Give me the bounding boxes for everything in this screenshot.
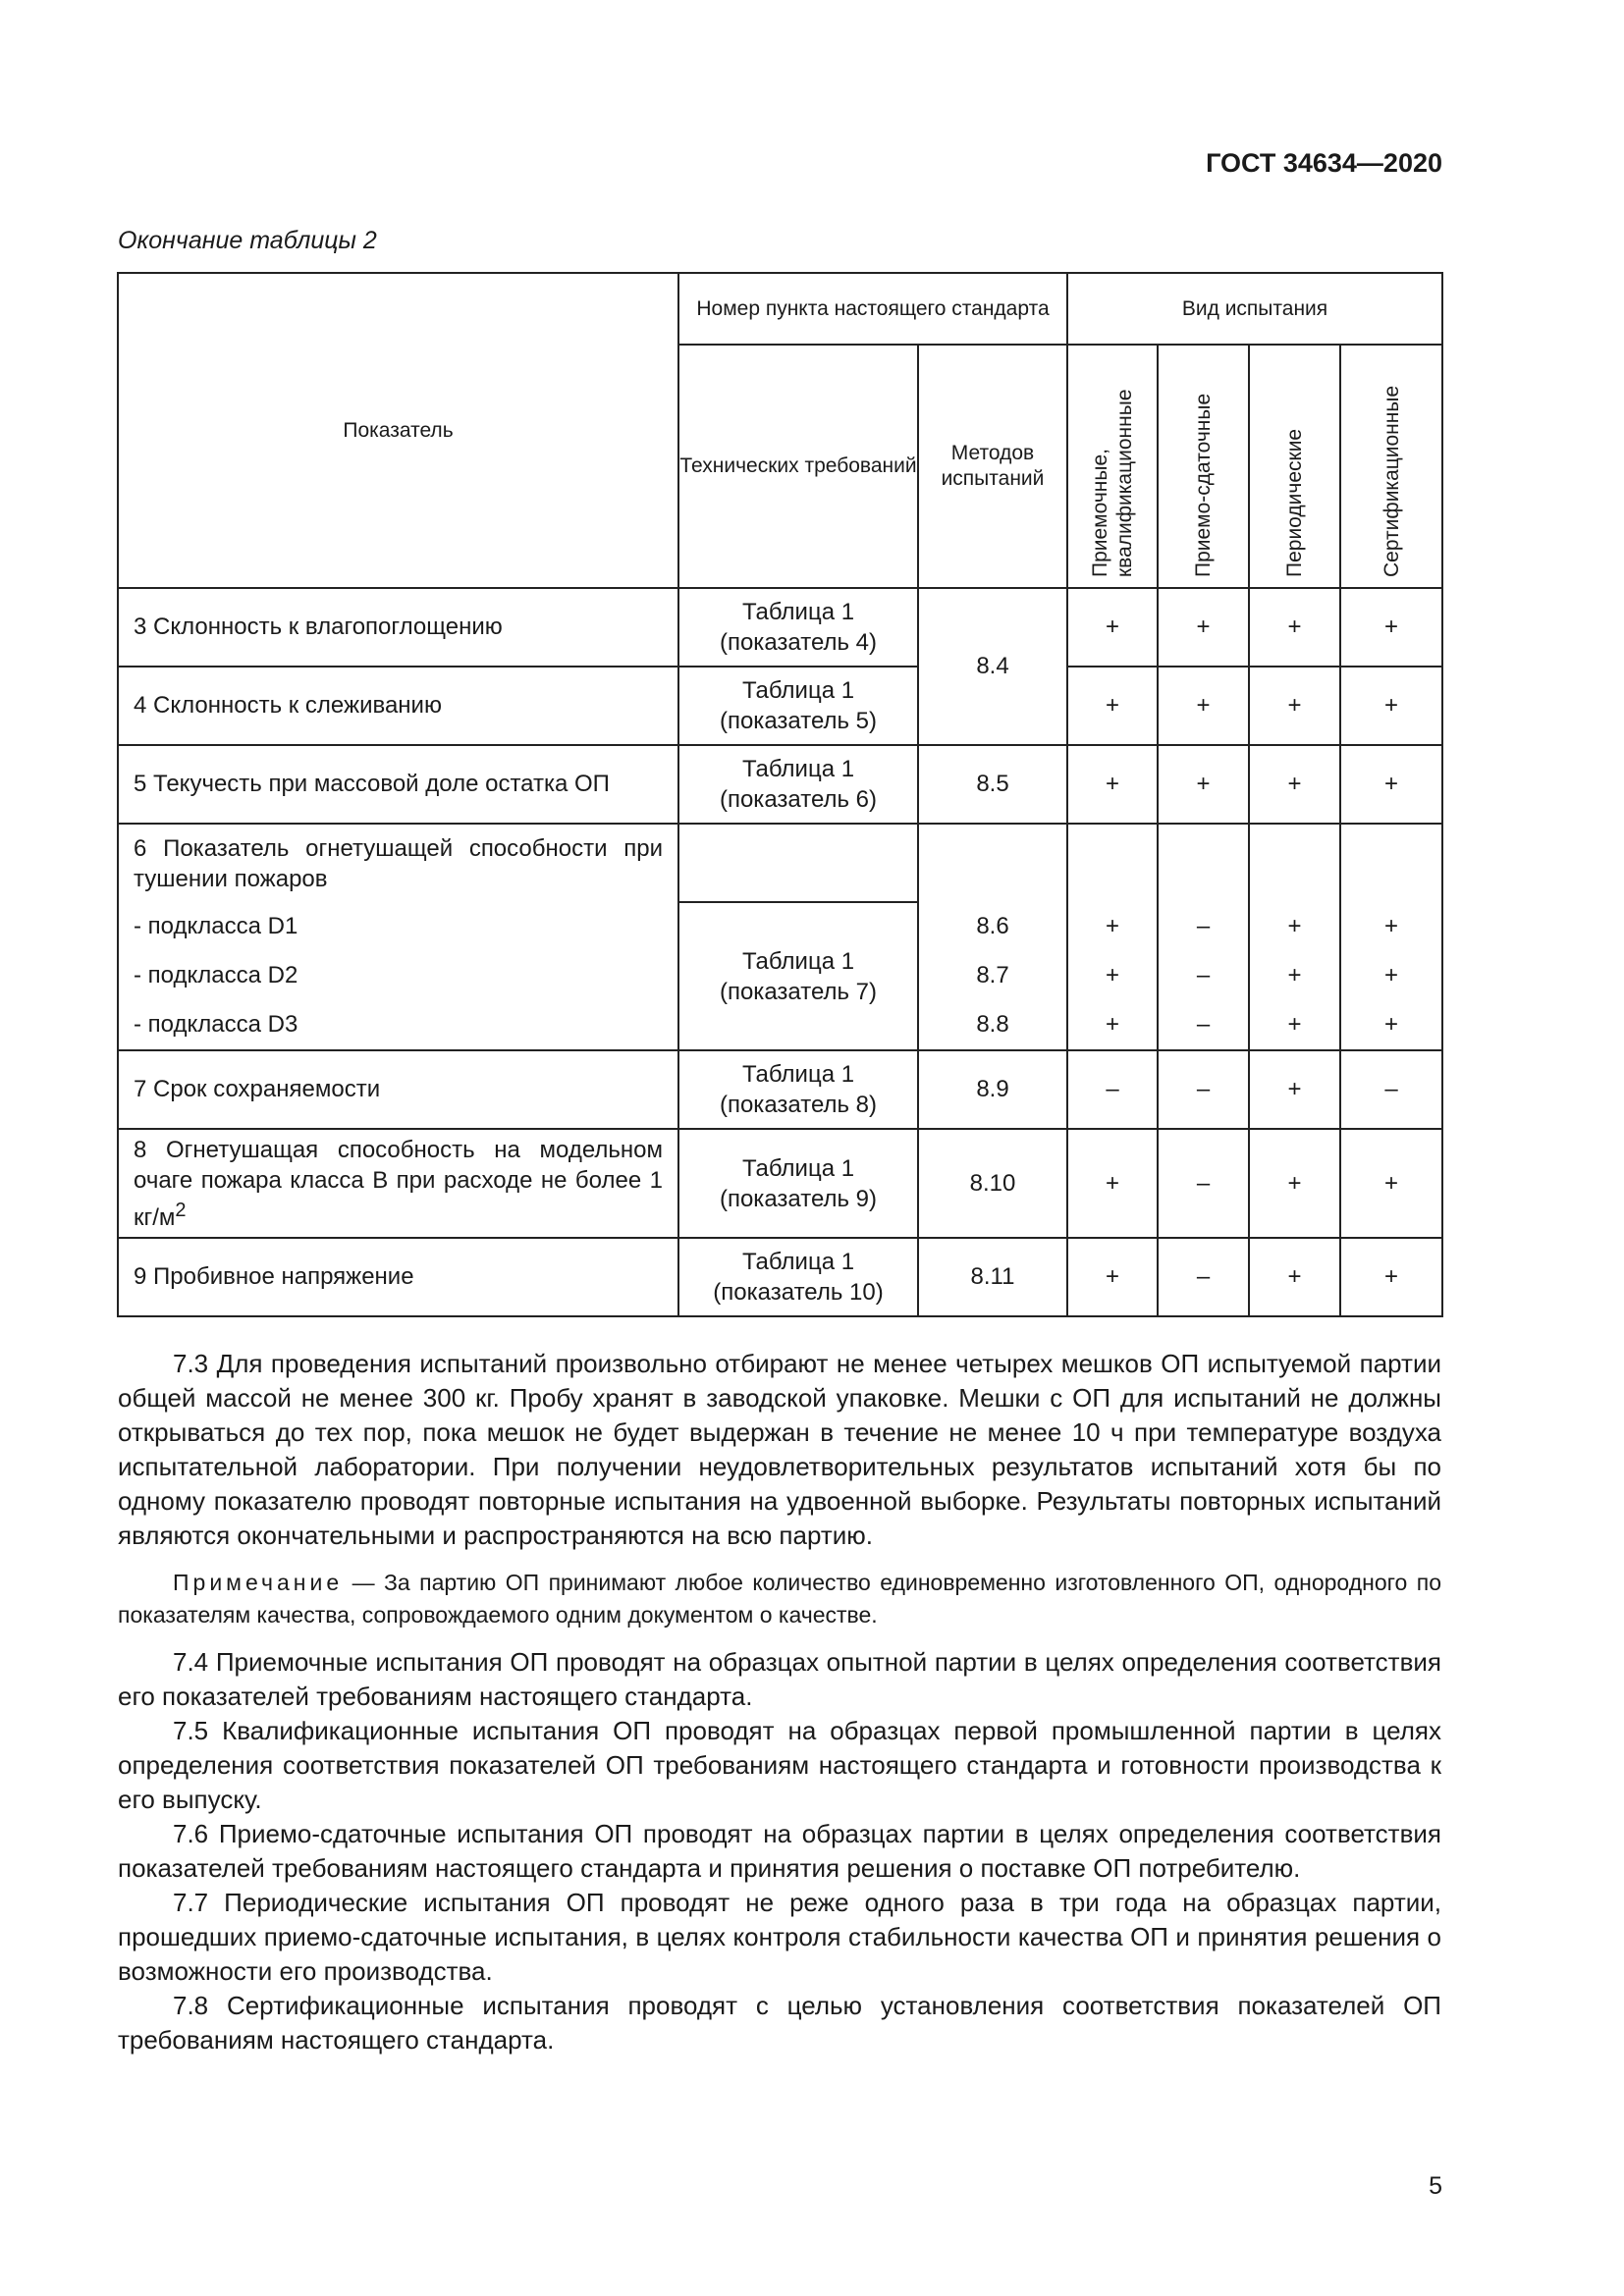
standard-number: ГОСТ 34634—2020 bbox=[1206, 148, 1442, 178]
row-indicator: 4 Склонность к слеживанию bbox=[118, 667, 678, 745]
table-row bbox=[118, 824, 1442, 902]
paragraph-7-4: 7.4 Приемочные испытания ОП проводят на образцах опытной партии в целях определения соответствия его показателей требованиям настоящего стандарта. bbox=[118, 1647, 1441, 1711]
cell-mark: + bbox=[1340, 588, 1442, 667]
row-tech: Таблица 1 (показатель 8) bbox=[678, 1050, 918, 1129]
row-tech: Таблица 1 (показатель 4) bbox=[678, 588, 918, 667]
row-indicator: 5 Текучесть при массовой доле остатка ОП bbox=[118, 745, 678, 824]
table-row bbox=[118, 667, 1442, 745]
header-periodic: Периодические bbox=[1249, 345, 1340, 588]
table-row bbox=[118, 588, 1442, 667]
cell-mark: + bbox=[1067, 745, 1158, 824]
row-method: 8.5 bbox=[918, 745, 1067, 824]
paragraph-7-6: 7.6 Приемо-сдаточные испытания ОП проводят на образцах партии в целях определения соответствия показателей требованиям настоящего стандарта и принятия решения о поставке ОП потребителю. bbox=[118, 1819, 1441, 1883]
cell-mark: + bbox=[1249, 1129, 1340, 1238]
table-caption: Окончание таблицы 2 bbox=[118, 227, 377, 254]
header-test-type: Вид испытания bbox=[1067, 273, 1442, 345]
header-indicator: Показатель bbox=[118, 273, 678, 588]
cell-mark: + bbox=[1158, 588, 1249, 667]
cell-mark: + bbox=[1340, 667, 1442, 745]
cell-mark: + bbox=[1249, 667, 1340, 745]
header-acceptance: Приемочные, квалификационные bbox=[1067, 345, 1158, 588]
table-row bbox=[118, 745, 1442, 824]
paragraph-7-3: 7.3 Для проведения испытаний произвольно отбирают не менее четырех мешков ОП испытуемой партии общей массой не менее 300 кг. Пробу хранят в заводской упаковке. Мешки с ОП для испытаний не должны открываться до тех пор, пока мешок не будет выдержан в течение не менее 10 ч при температуре воздуха испытательной лаборатории. При получении неудовлетворительных результатов испытаний хотя бы по одному показателю проводят повторные испытания на удвоенной выборке. Результаты повторных испытаний являются окончательными и распространяются на всю партию. bbox=[118, 1349, 1441, 1550]
cell-mark: + bbox=[1249, 745, 1340, 824]
cell-mark: + bbox=[1249, 588, 1340, 667]
cell-mark-col4: + + + bbox=[1340, 824, 1442, 1050]
table-row bbox=[118, 1238, 1442, 1316]
row-subclasses: - подкласса D1 - подкласса D2 - подкласса D3 bbox=[118, 902, 678, 1050]
header-methods: Методов испытаний bbox=[918, 345, 1067, 588]
header-certification: Сертификационные bbox=[1340, 345, 1442, 588]
cell-mark: + bbox=[1158, 667, 1249, 745]
row-tech-empty bbox=[678, 824, 918, 902]
body-text bbox=[118, 1347, 1441, 2057]
row-tech: Таблица 1 (показатель 6) bbox=[678, 745, 918, 824]
header-clause: Номер пункта настоящего стандарта bbox=[678, 273, 1067, 345]
cell-mark: + bbox=[1067, 588, 1158, 667]
cell-mark: + bbox=[1067, 1238, 1158, 1316]
row-method: 8.11 bbox=[918, 1238, 1067, 1316]
row-tech: Таблица 1 (показатель 9) bbox=[678, 1129, 918, 1238]
page-number: 5 bbox=[1429, 2172, 1442, 2200]
row-indicator: 8 Огнетушащая способность на модельном очаге пожара класса В при расходе не более 1 $кг/м^2$ bbox=[118, 1129, 678, 1238]
cell-mark: + bbox=[1340, 1238, 1442, 1316]
row-indicator: 6 Показатель огнетушащей способности при тушении пожаров bbox=[118, 824, 678, 902]
row-method: 8.9 bbox=[918, 1050, 1067, 1129]
cell-mark: + bbox=[1340, 1129, 1442, 1238]
table-row bbox=[118, 1050, 1442, 1129]
cell-mark: – bbox=[1158, 1050, 1249, 1129]
cell-mark-col1: + + + bbox=[1067, 824, 1158, 1050]
cell-mark: + bbox=[1158, 745, 1249, 824]
cell-mark-col2: – – – bbox=[1158, 824, 1249, 1050]
paragraph-7-5: 7.5 Квалификационные испытания ОП проводят на образцах первой промышленной партии в целях определения соответствия показателей ОП требованиям настоящего стандарта и готовности производства к его выпуску. bbox=[118, 1716, 1441, 1814]
cell-mark: + bbox=[1249, 1238, 1340, 1316]
row-methods-d: 8.6 8.7 8.8 bbox=[918, 824, 1067, 1050]
row-method: 8.4 bbox=[918, 588, 1067, 745]
header-delivery: Приемо-сдаточные bbox=[1158, 345, 1249, 588]
cell-mark: – bbox=[1158, 1238, 1249, 1316]
header-tech: Технических требований bbox=[678, 345, 918, 588]
note: Примечание — За партию ОП принимают любое количество единовременно изготовленного ОП, однородного по показателям качества, сопровождаемого одним документом о качестве. bbox=[118, 1570, 1441, 1628]
row-indicator: 7 Срок сохраняемости bbox=[118, 1050, 678, 1129]
row-indicator: 9 Пробивное напряжение bbox=[118, 1238, 678, 1316]
cell-mark: – bbox=[1067, 1050, 1158, 1129]
cell-mark: – bbox=[1158, 1129, 1249, 1238]
cell-mark: + bbox=[1249, 1050, 1340, 1129]
paragraph-7-8: 7.8 Сертификационные испытания проводят с целью установления соответствия показателей ОП требованиям настоящего стандарта. bbox=[118, 1991, 1441, 2055]
test-table bbox=[117, 272, 1443, 1317]
cell-mark: + bbox=[1067, 667, 1158, 745]
paragraph-7-7: 7.7 Периодические испытания ОП проводят не реже одного раза в три года на образцах партии, прошедших приемо-сдаточные испытания, в целях контроля стабильности качества ОП и принятия решения о возможности его производства. bbox=[118, 1888, 1441, 1986]
row-tech: Таблица 1 (показатель 5) bbox=[678, 667, 918, 745]
cell-mark: + bbox=[1340, 745, 1442, 824]
row-method: 8.10 bbox=[918, 1129, 1067, 1238]
row-tech: Таблица 1 (показатель 10) bbox=[678, 1238, 918, 1316]
cell-mark: + bbox=[1067, 1129, 1158, 1238]
cell-mark-col3: + + + bbox=[1249, 824, 1340, 1050]
row-tech: Таблица 1 (показатель 7) bbox=[678, 902, 918, 1050]
table-row bbox=[118, 1129, 1442, 1238]
row-indicator: 3 Склонность к влагопоглощению bbox=[118, 588, 678, 667]
cell-mark: – bbox=[1340, 1050, 1442, 1129]
